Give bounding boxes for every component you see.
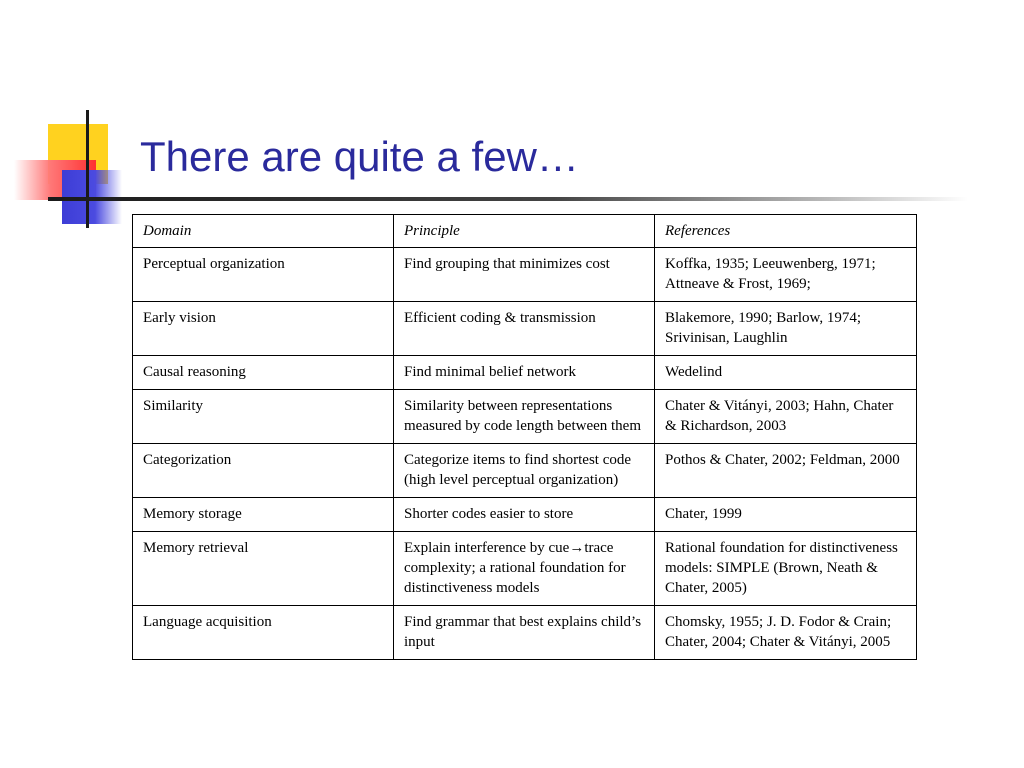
slide-title: There are quite a few… [140, 133, 579, 180]
cell-principle: Explain interference by cue→trace complexity; a rational foundation for distinctiveness models [394, 532, 655, 606]
cell-domain: Memory retrieval [133, 532, 394, 606]
table-header-row [133, 215, 917, 248]
cell-domain: Memory storage [133, 498, 394, 532]
cell-references: Rational foundation for distinctiveness models: SIMPLE (Brown, Neath & Chater, 2005) [655, 532, 917, 606]
cell-principle: Categorize items to find shortest code (high level perceptual organization) [394, 444, 655, 498]
cell-principle: Efficient coding & transmission [394, 302, 655, 356]
cell-domain: Categorization [133, 444, 394, 498]
cell-references: Blakemore, 1990; Barlow, 1974; Srivinisan, Laughlin [655, 302, 917, 356]
cell-principle: Similarity between representations measured by code length between them [394, 390, 655, 444]
header-domain: Domain [133, 215, 394, 248]
cell-principle: Find minimal belief network [394, 356, 655, 390]
title-underline [48, 197, 968, 201]
cell-references: Wedelind [655, 356, 917, 390]
table-row [133, 444, 917, 498]
cell-principle: Shorter codes easier to store [394, 498, 655, 532]
header-references: References [655, 215, 917, 248]
cell-domain: Similarity [133, 390, 394, 444]
cell-references: Koffka, 1935; Leeuwenberg, 1971; Attneave & Frost, 1969; [655, 248, 917, 302]
principles-table [132, 214, 917, 660]
table-row [133, 532, 917, 606]
cell-principle: Find grouping that minimizes cost [394, 248, 655, 302]
decorative-vertical-line [86, 110, 89, 228]
cell-references: Pothos & Chater, 2002; Feldman, 2000 [655, 444, 917, 498]
cell-domain: Language acquisition [133, 606, 394, 660]
header-principle: Principle [394, 215, 655, 248]
cell-references: Chater, 1999 [655, 498, 917, 532]
table-row [133, 498, 917, 532]
table-row [133, 606, 917, 660]
cell-domain: Perceptual organization [133, 248, 394, 302]
cell-references: Chater & Vitányi, 2003; Hahn, Chater & Richardson, 2003 [655, 390, 917, 444]
table-row [133, 302, 917, 356]
cell-domain: Causal reasoning [133, 356, 394, 390]
table-row [133, 390, 917, 444]
cell-references: Chomsky, 1955; J. D. Fodor & Crain; Chater, 2004; Chater & Vitányi, 2005 [655, 606, 917, 660]
table-row [133, 248, 917, 302]
cell-principle: Find grammar that best explains child’s input [394, 606, 655, 660]
table-row [133, 356, 917, 390]
cell-domain: Early vision [133, 302, 394, 356]
